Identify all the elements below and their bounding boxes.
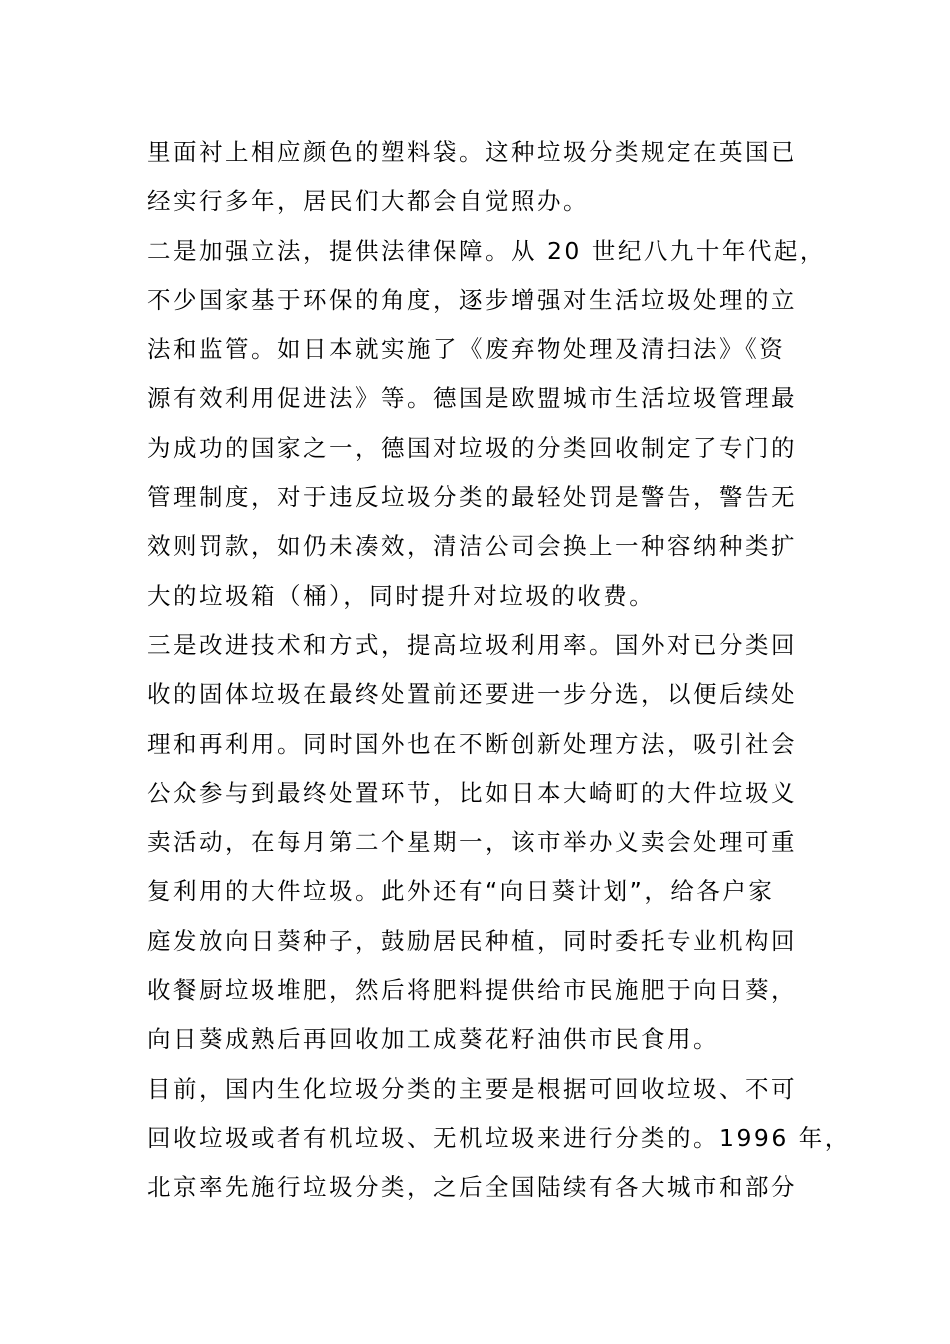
text-line: 收的固体垃圾在最终处置前还要进一步分选，以便后续处 bbox=[147, 680, 797, 709]
text-line: 庭发放向日葵种子，鼓励居民种植，同时委托专业机构回 bbox=[147, 926, 797, 955]
text-line: 不少国家基于环保的角度，逐步增强对生活垃圾处理的立 bbox=[147, 285, 797, 314]
text-line: 效则罚款，如仍未凑效，清洁公司会换上一种容纳种类扩 bbox=[147, 532, 797, 561]
text-line: 里面衬上相应颜色的塑料袋。这种垃圾分类规定在英国已 bbox=[147, 138, 797, 166]
text-line: 经实行多年，居民们大都会自觉照办。 bbox=[147, 187, 589, 216]
text-line: 为成功的国家之一，德国对垃圾的分类回收制定了专门的 bbox=[147, 433, 797, 462]
text-line: 大的垃圾箱（桶），同时提升对垃圾的收费。 bbox=[147, 581, 656, 610]
text-line: 目前，国内生化垃圾分类的主要是根据可回收垃圾、不可 bbox=[147, 1074, 797, 1103]
text-line: 法和监管。如日本就实施了《废弃物处理及清扫法》《资 bbox=[147, 335, 786, 364]
text-line: 公众参与到最终处置环节，比如日本大崎町的大件垃圾义 bbox=[147, 778, 797, 807]
text-line: 二是加强立法，提供法律保障。从 20 世纪八九十年代起， bbox=[147, 236, 826, 265]
text-line: 理和再利用。同时国外也在不断创新处理方法，吸引社会 bbox=[147, 729, 797, 758]
document-body bbox=[147, 128, 851, 1213]
text-line: 北京率先施行垃圾分类，之后全国陆续有各大城市和部分 bbox=[147, 1173, 797, 1202]
text-line: 管理制度，对于违反垃圾分类的最轻处罚是警告，警告无 bbox=[147, 483, 797, 512]
text-line: 收餐厨垃圾堆肥，然后将肥料提供给市民施肥于向日葵， bbox=[147, 976, 797, 1005]
text-line: 复利用的大件垃圾。此外还有“向日葵计划”，给各户家 bbox=[147, 877, 775, 906]
text-line: 三是改进技术和方式，提高垃圾利用率。国外对已分类回 bbox=[147, 630, 797, 659]
text-line: 源有效利用促进法》等。德国是欧盟城市生活垃圾管理最 bbox=[147, 384, 797, 413]
text-line: 回收垃圾或者有机垃圾、无机垃圾来进行分类的。1996 年， bbox=[147, 1123, 851, 1152]
text-line: 向日葵成熟后再回收加工成葵花籽油供市民食用。 bbox=[147, 1025, 719, 1054]
text-line: 卖活动，在每月第二个星期一，该市举办义卖会处理可重 bbox=[147, 828, 797, 857]
